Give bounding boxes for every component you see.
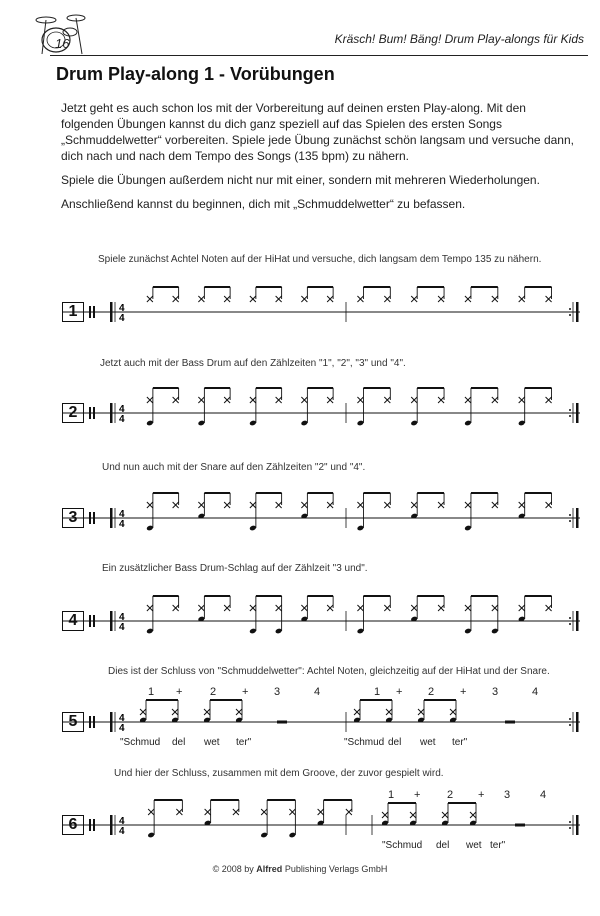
lyric-syllable: del [436,840,450,851]
lyric-syllable: wet [466,840,482,851]
beat-count: 4 [532,686,539,698]
exercise-instruction: Und hier der Schluss, zusammen mit dem Groove, der zuvor gespielt wird. [114,768,444,779]
exercise-number: 2 [62,403,84,423]
time-signature-top: 4 [119,303,125,314]
repeat-start [110,611,113,631]
percussion-clef [93,512,95,524]
repeat-start [110,815,113,835]
percussion-clef [89,716,91,728]
exercise-instruction: Ein zusätzlicher Bass Drum-Schlag auf der Zählzeit "3 und". [102,563,368,574]
beat-count: + [460,686,467,698]
repeat-end [576,508,579,528]
beat-count: + [176,686,183,698]
beat-count: 1 [374,686,381,698]
page-title: Drum Play-along 1 - Vorübungen [56,64,335,84]
exercise-instruction: Und nun auch mit der Snare auf den Zählzeiten "2" und "4". [102,462,366,473]
half-rest [277,721,287,724]
half-rest [505,721,515,724]
repeat-dot [569,520,571,522]
beat-count: 3 [492,686,499,698]
drum-staff [0,373,600,453]
exercise-number: 6 [62,815,84,835]
lyric-syllable: ter" [490,840,506,851]
exercise-instruction: Jetzt auch mit der Bass Drum auf den Zählzeiten "1", "2", "3" und "4". [100,358,406,369]
beat-count: + [414,789,421,801]
drum-staff [0,785,600,865]
repeat-dot [569,514,571,516]
drum-staff [0,682,600,762]
percussion-clef [89,512,91,524]
repeat-dot [569,415,571,417]
copyright-suffix: Publishing Verlags GmbH [284,864,388,874]
page-header [0,0,600,60]
percussion-clef [93,615,95,627]
time-signature-bottom: 4 [119,723,125,734]
time-signature-bottom: 4 [119,826,125,837]
beat-count: 3 [274,686,281,698]
percussion-clef [89,407,91,419]
intro-paragraph: Anschließend kannst du beginnen, dich mit „Schmuddelwetter“ zu befassen. [61,197,466,211]
repeat-end [576,712,579,732]
time-signature-top: 4 [119,509,125,520]
exercise-number: 3 [62,508,84,528]
beat-count: 4 [314,686,321,698]
drum-staff [0,478,600,558]
beat-count: + [478,789,485,801]
exercise-instruction: Spiele zunächst Achtel Noten auf der HiHat und versuche, dich langsam dem Tempo 135 zu nähern. [98,254,542,265]
repeat-dot [569,623,571,625]
copyright-prefix: © 2008 by [212,864,254,874]
exercise-instruction: Dies ist der Schluss von "Schmuddelwetter": Achtel Noten, gleichzeitig auf der HiHat und der Snare. [108,666,550,677]
beat-count: 2 [447,789,454,801]
repeat-dot [569,308,571,310]
repeat-start [110,403,113,423]
lyric-syllable: "Schmud [120,737,161,748]
percussion-clef [93,819,95,831]
time-signature-bottom: 4 [119,519,125,530]
percussion-clef [93,716,95,728]
percussion-clef [89,615,91,627]
beat-count: 2 [210,686,217,698]
beat-count: 1 [148,686,155,698]
lyric-syllable: ter" [452,737,468,748]
time-signature-top: 4 [119,713,125,724]
repeat-end [576,403,579,423]
repeat-end [576,815,579,835]
drum-staff [0,272,600,352]
repeat-end [576,611,579,631]
beat-count: + [396,686,403,698]
beat-count: 3 [504,789,511,801]
percussion-clef [89,306,91,318]
exercise-number: 1 [62,302,84,322]
percussion-clef [93,306,95,318]
repeat-start [110,712,113,732]
beat-count: 4 [540,789,547,801]
copyright-notice [0,864,600,874]
repeat-start [110,302,113,322]
repeat-dot [569,314,571,316]
lyric-syllable: "Schmud [344,737,385,748]
repeat-dot [569,724,571,726]
header-rule [50,55,588,56]
lyric-syllable: del [388,737,402,748]
percussion-clef [93,407,95,419]
time-signature-top: 4 [119,612,125,623]
repeat-start [110,508,113,528]
beat-count: + [242,686,249,698]
beat-count: 1 [388,789,395,801]
repeat-dot [569,821,571,823]
intro-paragraph: Jetzt geht es auch schon los mit der Vorbereitung auf deinen ersten Play-along. Mit den folgenden Übungen kannst du dich ganz speziell auf das Spielen des ersten Songs „Schmuddelwetter“ vorbereiten. Spiele jede Übung zunächst schön langsam und versuche dann, dich nach und nach dem Tempo des Songs (135 bpm) zu nähern. [61,101,574,163]
intro-paragraph: Spiele die Übungen außerdem nicht nur mit einer, sondern mit mehreren Wiederholungen. [61,173,540,187]
lyric-syllable: "Schmud [382,840,423,851]
repeat-dot [569,718,571,720]
time-signature-top: 4 [119,816,125,827]
exercise-number: 4 [62,611,84,631]
lyric-syllable: del [172,737,186,748]
repeat-dot [569,827,571,829]
percussion-clef [89,819,91,831]
intro-text [61,100,581,220]
drum-staff [0,581,600,661]
time-signature-top: 4 [119,404,125,415]
lyric-syllable: wet [420,737,436,748]
beat-count: 2 [428,686,435,698]
repeat-dot [569,617,571,619]
exercise-number: 5 [62,712,84,732]
series-title: Kräsch! Bum! Bäng! Drum Play-alongs für Kids [334,32,584,46]
page-number: 16 [55,36,70,51]
publisher-name: Alfred [256,864,283,874]
lyric-syllable: ter" [236,737,252,748]
half-rest [515,824,525,827]
repeat-end [576,302,579,322]
time-signature-bottom: 4 [119,414,125,425]
repeat-dot [569,409,571,411]
time-signature-bottom: 4 [119,313,125,324]
time-signature-bottom: 4 [119,622,125,633]
lyric-syllable: wet [204,737,220,748]
